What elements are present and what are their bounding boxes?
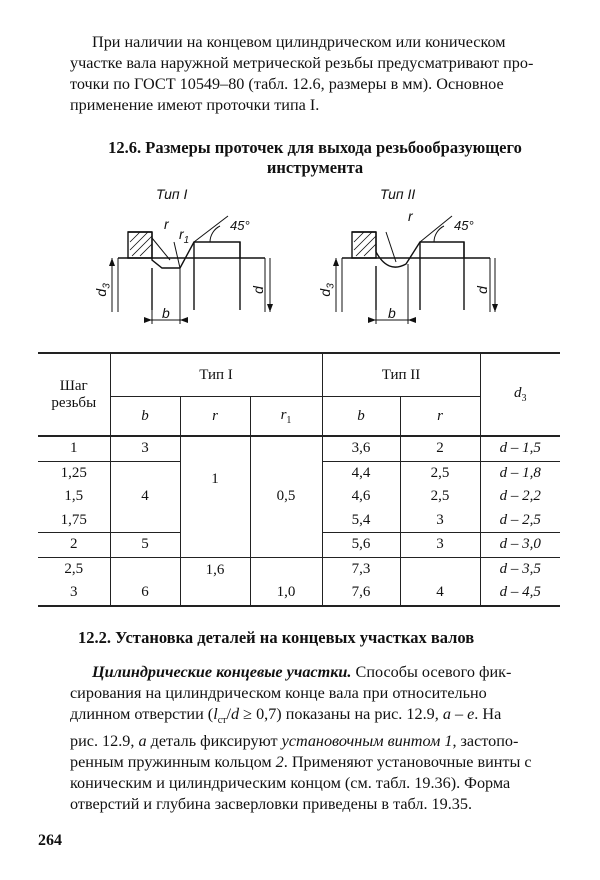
intro-paragraph bbox=[70, 32, 560, 116]
type-1-b-cell-empty bbox=[110, 557, 180, 581]
type-1-b-cell: 4 bbox=[110, 461, 180, 533]
type-2-d3-letter: d bbox=[316, 288, 333, 297]
section-line-3-ae: а – е bbox=[442, 705, 475, 723]
pitch-header bbox=[38, 353, 110, 436]
intro-line-2: участке вала наружной метрической резьбы предусматривают про- bbox=[70, 54, 534, 72]
type-1-r1-cell: 0,5 bbox=[250, 436, 322, 557]
pitch-cell: 2,5 bbox=[38, 557, 110, 581]
section-lead: Цилиндрические концевые участки. bbox=[92, 663, 352, 681]
type-2-r-cell: 2 bbox=[400, 436, 480, 461]
section-line-5-a: ренным пружинным кольцом bbox=[70, 753, 276, 772]
type-1-d-label: d bbox=[249, 286, 266, 294]
section-line-6: коническим и цилиндрическим концом (см. табл. 19.36). Форма bbox=[70, 774, 511, 793]
d3-header-letter: d bbox=[514, 385, 522, 401]
type-1-r-cell: 1,6 bbox=[180, 557, 250, 606]
d3-cell: d – 3,0 bbox=[480, 533, 560, 558]
section-line-4-c: , застопо- bbox=[452, 732, 519, 751]
type-1-r1-sub: 1 bbox=[183, 234, 190, 246]
d3-cell: d – 1,8 bbox=[480, 461, 560, 485]
pitch-cell: 3 bbox=[38, 581, 110, 606]
type-2-r-header: r bbox=[400, 397, 480, 437]
type-1-r1-cell: 1,0 bbox=[250, 581, 322, 606]
page-number: 264 bbox=[38, 832, 62, 849]
type-1-header: Тип I bbox=[110, 353, 322, 397]
type-1-b-label: b bbox=[162, 305, 170, 321]
section-line-4 bbox=[70, 731, 562, 752]
section-line-3-slash: / bbox=[226, 705, 231, 723]
section-line-5-b: . Применяют установочные винты с bbox=[283, 753, 532, 772]
type-2-shaft-shoulder bbox=[352, 232, 376, 258]
d3-cell: d – 3,5 bbox=[480, 557, 560, 581]
table-row bbox=[38, 581, 560, 606]
section-line-3-end: . На bbox=[474, 705, 502, 723]
type-2-r-cell: 2,5 bbox=[400, 485, 480, 509]
type-1-r1-letter: r bbox=[179, 226, 184, 242]
table-title-line-1: 12.6. Размеры проточек для выхода резьбообразующего bbox=[108, 138, 522, 157]
section-line-3-l: l bbox=[213, 705, 218, 723]
type-1-b-header: b bbox=[110, 397, 180, 437]
type-2-b-header: b bbox=[322, 397, 400, 437]
section-line-3 bbox=[70, 704, 562, 731]
type-2-b-cell: 3,6 bbox=[322, 436, 400, 461]
type-1-angle-label: 45° bbox=[230, 218, 250, 233]
type-2-b-cell: 7,6 bbox=[322, 581, 400, 606]
type-2-d-label: d bbox=[473, 286, 490, 294]
section-line-1 bbox=[70, 662, 562, 683]
table-row bbox=[38, 436, 560, 461]
type-1-d3-sub: 3 bbox=[101, 283, 113, 289]
undercut-drawing bbox=[90, 182, 510, 347]
pitch-header-line-1: Шаг bbox=[59, 377, 88, 394]
d3-header-sub: 3 bbox=[521, 393, 527, 404]
type-2-r-cell: 3 bbox=[400, 533, 480, 558]
intro-line-4: применение имеют проточки типа I. bbox=[70, 96, 320, 114]
type-2-b-cell: 4,6 bbox=[322, 485, 400, 509]
section-line-7: отверстий и глубина засверловки приведены в табл. 19.35. bbox=[70, 795, 473, 814]
type-2-b-cell: 5,6 bbox=[322, 533, 400, 558]
d3-cell: d – 2,2 bbox=[480, 485, 560, 509]
pitch-cell: 1,75 bbox=[38, 509, 110, 533]
type-1-r1-header bbox=[250, 397, 322, 437]
undercut-figure bbox=[90, 182, 510, 347]
type-2-b-label: b bbox=[388, 305, 396, 321]
section-line-3-lsub: ст bbox=[217, 715, 227, 727]
type-1-r1-header-sub: 1 bbox=[286, 414, 292, 426]
section-line-4-a-it: а bbox=[138, 732, 147, 751]
section-line-1-rest: Способы осевого фик- bbox=[351, 663, 512, 681]
type-1-r1-header-letter: r bbox=[280, 406, 287, 423]
pitch-header-line-2: резьбы bbox=[51, 394, 97, 411]
type-1-shaft-shoulder bbox=[128, 232, 152, 258]
type-1-groove bbox=[152, 232, 240, 268]
section-paragraph bbox=[70, 662, 562, 815]
type-2-r-cell: 3 bbox=[400, 509, 480, 533]
intro-line-1: При наличии на концевом цилиндрическом или коническом bbox=[92, 33, 506, 51]
table-row bbox=[38, 557, 560, 581]
type-2-d3-label bbox=[317, 283, 337, 296]
type-2-angle-label: 45° bbox=[454, 218, 474, 233]
section-line-3-c: ≥ 0,7) показаны на рис. 12.9, bbox=[239, 705, 443, 723]
section-line-5 bbox=[70, 752, 562, 773]
type-2-label: Тип II bbox=[380, 186, 416, 202]
type-1-b-cell: 6 bbox=[110, 581, 180, 606]
intro-line-3: точки по ГОСТ 10549–80 (табл. 12.6, размеры в мм). Основное bbox=[70, 75, 504, 93]
d3-cell: d – 2,5 bbox=[480, 509, 560, 533]
type-1-r-header: r bbox=[180, 397, 250, 437]
type-2-r-cell: 4 bbox=[400, 581, 480, 606]
type-1-r1-cell-empty bbox=[250, 557, 322, 581]
type-2-header: Тип II bbox=[322, 353, 480, 397]
section-line-4-it: установочным винтом 1 bbox=[281, 732, 453, 751]
pitch-cell: 1,25 bbox=[38, 461, 110, 485]
type-1-b-cell: 5 bbox=[110, 533, 180, 558]
type-1-r-cell: 1 bbox=[180, 436, 250, 557]
type-1-r-label: r bbox=[164, 216, 169, 232]
pitch-cell: 2 bbox=[38, 533, 110, 558]
type-1-r1-label bbox=[179, 226, 189, 246]
type-1-b-cell: 3 bbox=[110, 436, 180, 461]
section-line-4-a: рис. 12.9, bbox=[70, 732, 139, 751]
section-line-3-d: d bbox=[231, 705, 240, 723]
undercut-dimensions-table bbox=[38, 352, 560, 607]
d3-header bbox=[480, 353, 560, 436]
type-2-d3-sub: 3 bbox=[325, 283, 337, 289]
section-line-2: сирования на цилиндрическом конце вала при относительно bbox=[70, 684, 487, 702]
pitch-cell: 1 bbox=[38, 436, 110, 461]
d3-cell: d – 4,5 bbox=[480, 581, 560, 606]
type-2-r-cell: 2,5 bbox=[400, 461, 480, 485]
type-1-label: Тип I bbox=[156, 186, 188, 202]
section-heading: 12.2. Установка деталей на концевых участках валов bbox=[78, 628, 475, 647]
type-2-b-cell: 4,4 bbox=[322, 461, 400, 485]
type-2-r-cell-empty bbox=[400, 557, 480, 581]
type-1-d3-letter: d bbox=[92, 288, 109, 297]
type-2-r-label: r bbox=[408, 208, 413, 224]
section-line-5-it: 2 bbox=[275, 753, 284, 772]
type-2-b-cell: 7,3 bbox=[322, 557, 400, 581]
type-2-b-cell: 5,4 bbox=[322, 509, 400, 533]
pitch-cell: 1,5 bbox=[38, 485, 110, 509]
section-line-4-b: деталь фиксируют bbox=[146, 732, 282, 751]
table-title-line-2: инструмента bbox=[266, 158, 364, 177]
table-title bbox=[70, 138, 560, 178]
section-line-3-a: длинном отверстии ( bbox=[70, 705, 214, 723]
type-1-d3-label bbox=[93, 283, 113, 296]
d3-cell: d – 1,5 bbox=[480, 436, 560, 461]
